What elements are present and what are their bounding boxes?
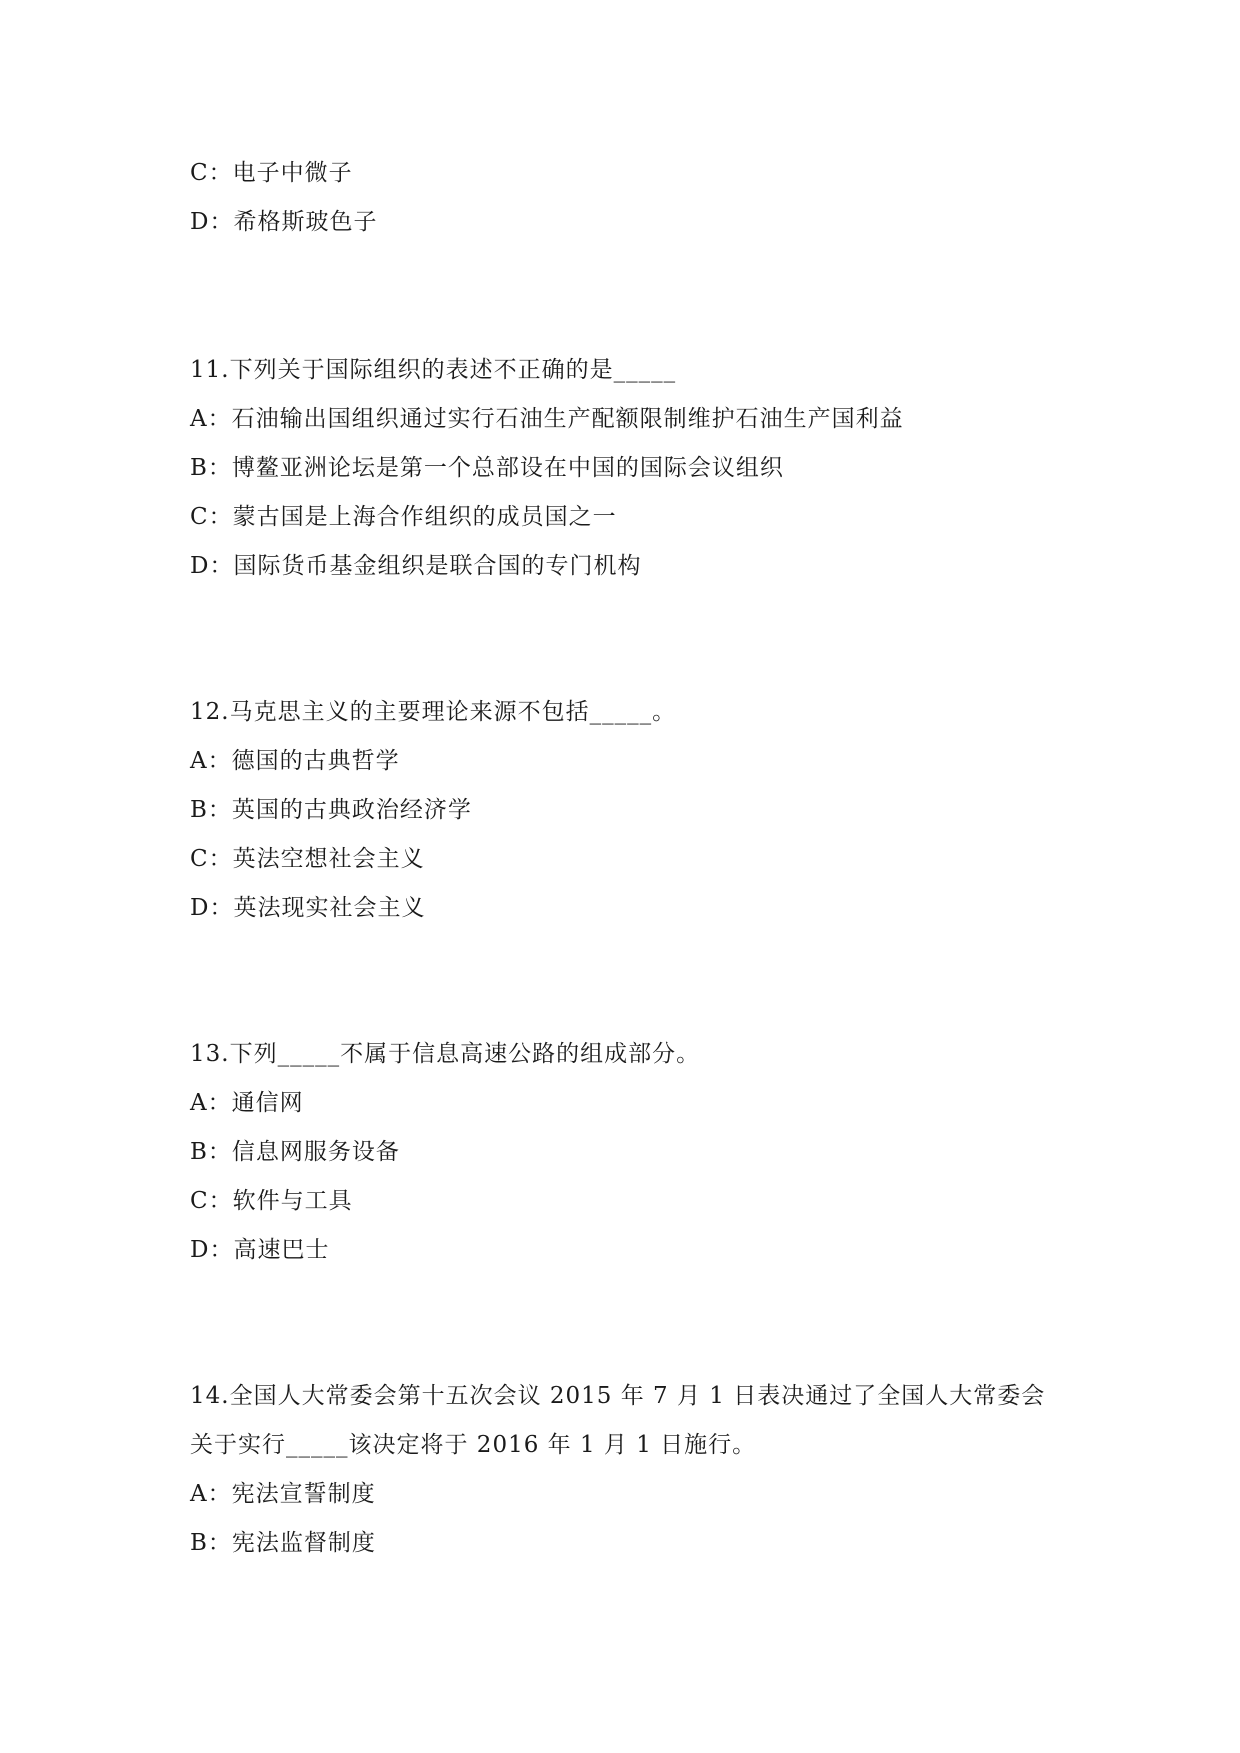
q11-question: 11.下列关于国际组织的表述不正确的是_____ xyxy=(190,357,677,383)
q14-question-line-1: 14.全国人大常委会第十五次会议 2015 年 7 月 1 日表决通过了全国人大常委会 xyxy=(190,1383,1046,1409)
q12-option-c: C：英法空想社会主义 xyxy=(190,846,425,872)
q11-option-d: D：国际货币基金组织是联合国的专门机构 xyxy=(190,553,642,579)
q12-option-d: D：英法现实社会主义 xyxy=(190,895,426,921)
q13-option-a: A：通信网 xyxy=(190,1090,304,1116)
q11-option-c: C：蒙古国是上海合作组织的成员国之一 xyxy=(190,504,617,530)
q11-option-b: B：博鳌亚洲论坛是第一个总部设在中国的国际会议组织 xyxy=(190,455,784,481)
q13-question: 13.下列_____不属于信息高速公路的组成部分。 xyxy=(190,1041,701,1067)
q12-option-a: A：德国的古典哲学 xyxy=(190,748,400,774)
q12-question: 12.马克思主义的主要理论来源不包括_____。 xyxy=(190,699,677,725)
q13-option-d: D：高速巴士 xyxy=(190,1237,330,1263)
q14-question-line-2: 关于实行_____该决定将于 2016 年 1 月 1 日施行。 xyxy=(190,1432,757,1458)
q14-option-a: A：宪法宣誓制度 xyxy=(190,1481,376,1507)
q13-option-b: B：信息网服务设备 xyxy=(190,1139,400,1165)
q13-option-c: C：软件与工具 xyxy=(190,1188,353,1214)
q11-option-a: A：石油输出国组织通过实行石油生产配额限制维护石油生产国利益 xyxy=(190,406,904,432)
q10-option-d: D：希格斯玻色子 xyxy=(190,209,378,235)
q10-option-c: C：电子中微子 xyxy=(190,160,353,186)
q14-option-b: B：宪法监督制度 xyxy=(190,1530,376,1556)
q12-option-b: B：英国的古典政治经济学 xyxy=(190,797,472,823)
